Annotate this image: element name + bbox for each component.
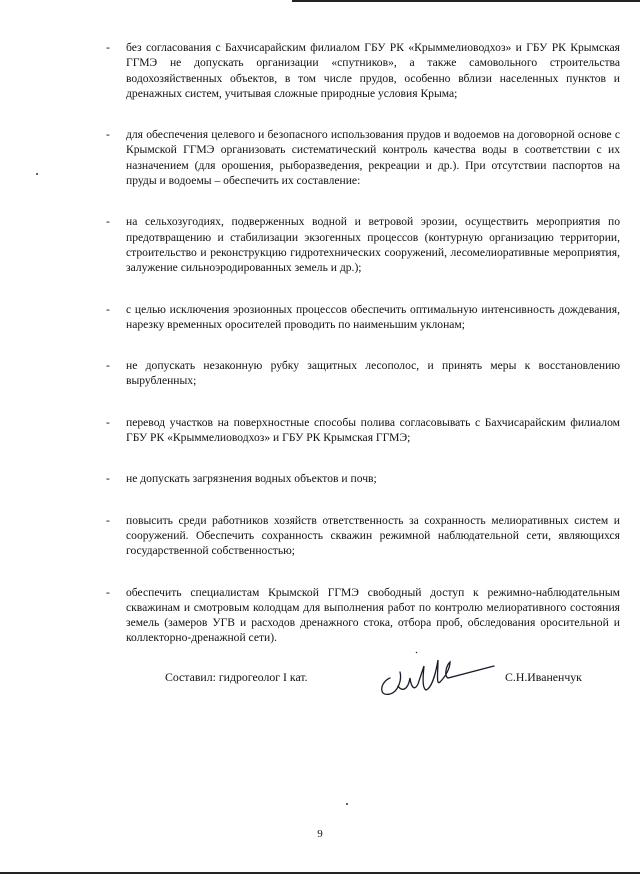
list-item-text: не допускать загрязнения водных объектов и почв; — [126, 472, 377, 486]
list-item-text: для обеспечения целевого и безопасного использования прудов и водоемов на договорной основе с Крымской ГГМЭ организовать систематический контроль качества воды в соответствии с их назначением (для орошения, рыборазведения, рекреации и др.). При отсутствии паспортов на пруды и водоемы – обеспечить их составление: — [126, 128, 620, 188]
list-bullet: - — [106, 128, 110, 142]
list-item — [106, 40, 620, 101]
list-item-text: не допускать незаконную рубку защитных лесополос, и принять меры к восстановлению вырубленных; — [126, 359, 620, 388]
list-item — [106, 358, 620, 389]
list-item — [106, 471, 620, 486]
list-item-text: перевод участков на поверхностные способы полива согласовывать с Бахчисарайским филиалом ГБУ РК «Крыммелиоводхоз» и ГБУ РК Крымская ГГМЭ; — [126, 415, 620, 445]
list-bullet: - — [106, 359, 110, 373]
page-number: 9 — [317, 828, 323, 840]
bottom-scan-edge — [0, 872, 640, 874]
list-bullet: - — [106, 302, 110, 316]
list-item-text: с целью исключения эрозионных процессов обеспечить оптимальную интенсивность дождевания, нарезку временных оросителей проводить по наименьшим уклонам; — [126, 302, 620, 331]
list-bullet: - — [106, 472, 110, 486]
list-bullet: - — [106, 41, 110, 54]
list-item — [106, 585, 620, 646]
list-item — [106, 415, 620, 446]
scan-speck — [346, 803, 348, 805]
list-bullet: - — [106, 215, 110, 229]
list-bullet: - — [106, 415, 110, 429]
list-item — [106, 513, 620, 559]
top-scan-edge — [292, 0, 640, 2]
list-item-text: без согласования с Бахчисарайским филиалом ГБУ РК «Крыммелиоводхоз» и ГБУ РК Крымская ГГМЭ не допускать организации «спутников», а также самовольного строительства водохозяйственных объектов, в том числе прудов, особенно вблизи населенных пунктов и дренажных систем, учитывая сложные природные условия Крыма; — [126, 41, 620, 100]
list-item-text: на сельхозугодиях, подверженных водной и ветровой эрозии, осуществить мероприятия по предотвращению и стабилизации экзогенных процессов (контурную организацию территории, строительство и реконструкцию гидротехнических сооружений, лесомелиоративные мероприятия, залужение сильноэродированных земель и др.); — [126, 215, 620, 275]
handwritten-signature — [376, 642, 496, 702]
signatory-name: С.Н.Иваненчук — [505, 670, 582, 684]
list-item-text: повысить среди работников хозяйств ответственность за сохранность мелиоративных систем и сооружений. Обеспечить сохранность скважин режимной наблюдательной сети, являющихся государственной собственностью; — [126, 513, 620, 558]
list-item — [106, 127, 620, 188]
list-bullet: - — [106, 513, 110, 527]
recommendations-list — [106, 40, 620, 646]
signature-block — [0, 670, 640, 700]
list-item-text: обеспечить специалистам Крымской ГГМЭ свободный доступ к режимно-наблюдательным скважинам и смотровым колодцам для выполнения работ по контролю мелиоративного состояния земель (замеров УГВ и расходов дренажного стока, отбора проб, обследования оросительной и коллекторно-дренажной сети). — [126, 585, 620, 645]
signature-label: Составил: гидрогеолог I кат. — [165, 670, 308, 684]
list-item — [106, 214, 620, 275]
list-bullet: - — [106, 585, 110, 599]
scan-speck — [36, 173, 38, 175]
list-item — [106, 302, 620, 333]
